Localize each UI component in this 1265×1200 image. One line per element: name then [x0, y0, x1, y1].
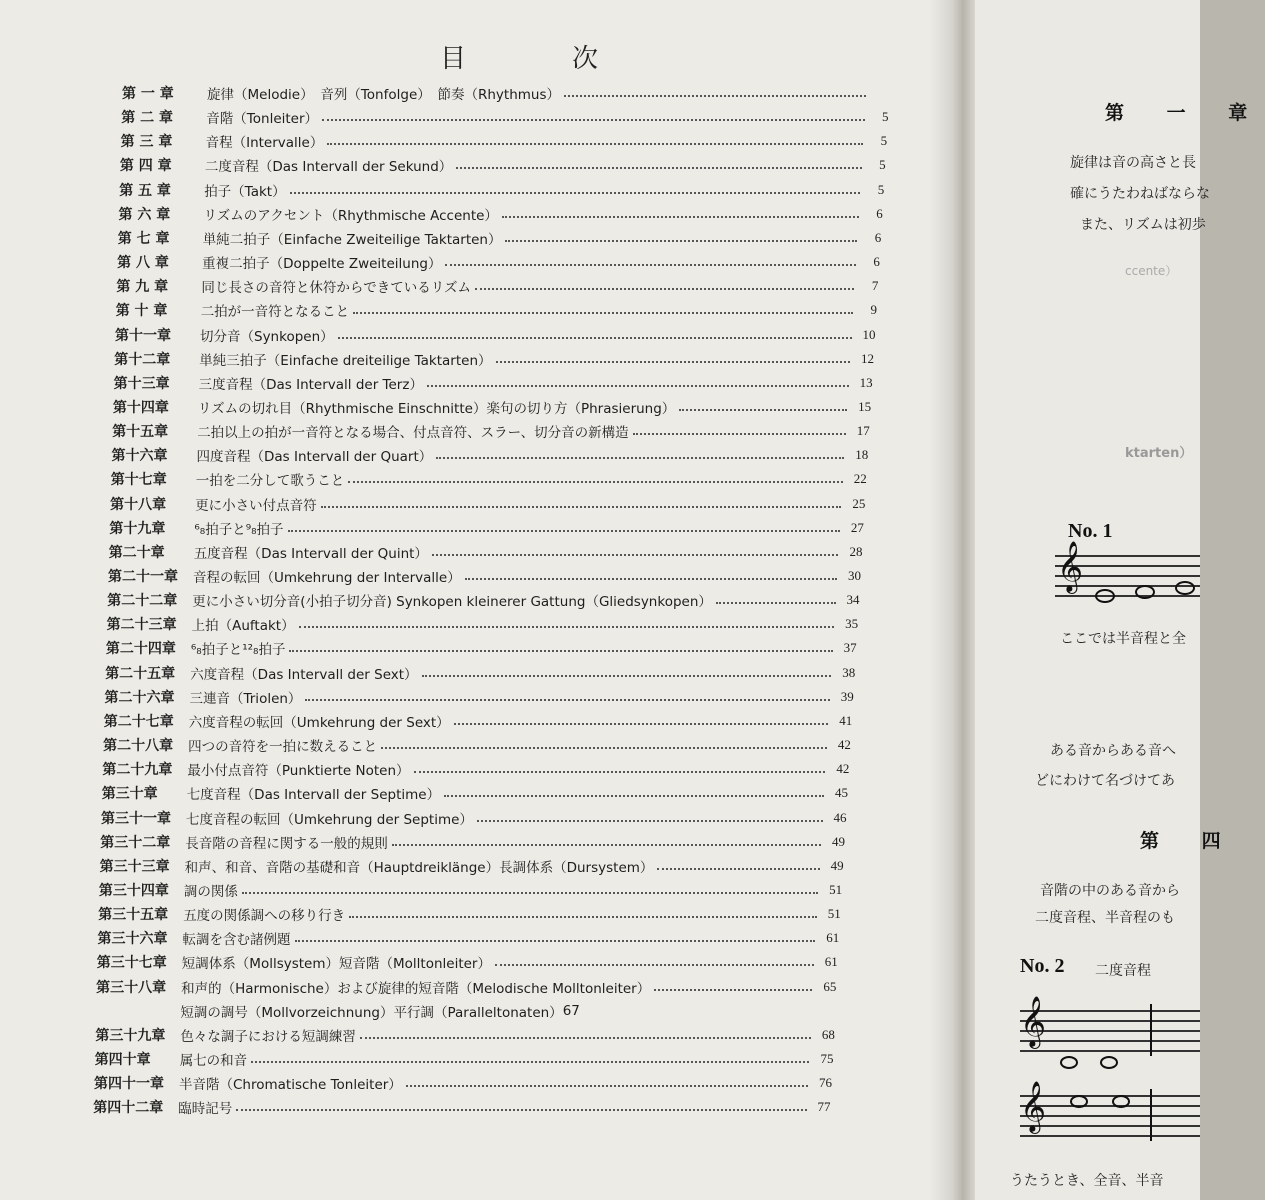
- toc-entry: [98, 927, 840, 949]
- toc-page-number: 35: [845, 616, 859, 632]
- toc-leader-dots: [349, 916, 817, 918]
- toc-chapter-title: 属七の和音: [179, 1053, 248, 1069]
- paragraph-line: また、リズムは初歩: [1080, 217, 1206, 233]
- toc-leader-dots: [305, 699, 829, 701]
- whole-note-icon: [1100, 1056, 1118, 1069]
- toc-chapter-title: 六度音程の転回（Umkehrung der Sext）: [188, 714, 450, 731]
- toc-entry: [122, 82, 890, 104]
- toc-chapter-title: 旋律（Melodie） 音列（Tonfolge） 節奏（Rhythmus）: [207, 87, 561, 103]
- toc-chapter-number: 第十一章: [115, 327, 171, 344]
- whole-note-icon: [1135, 585, 1155, 599]
- toc-page-number: 6: [874, 229, 882, 245]
- toc-leader-dots: [290, 192, 861, 194]
- paragraph-line: どにわけて名づけてあ: [1035, 773, 1175, 789]
- toc-chapter-number: 第三十七章: [96, 955, 167, 972]
- paragraph-line: ここでは半音程と全: [1060, 631, 1186, 647]
- toc-leader-dots: [495, 964, 814, 966]
- toc-chapter-title: 更に小さい付点音符: [195, 497, 317, 514]
- toc-chapter-number: 第三十三章: [99, 858, 170, 875]
- toc-entry: [121, 130, 888, 152]
- toc-chapter-title: 拍子（Takt）: [204, 183, 286, 200]
- toc-entry: [100, 855, 844, 877]
- music-staff-1: [1055, 541, 1200, 599]
- toc-chapter-number: 第三十四章: [98, 882, 169, 899]
- toc-leader-dots: [477, 820, 823, 822]
- whole-note-icon: [1060, 1056, 1078, 1069]
- toc-leader-dots: [564, 95, 866, 97]
- toc-entry: [95, 1048, 834, 1070]
- toc-entry: [102, 782, 848, 804]
- toc-chapter-title: 一拍を二分して歌うこと: [195, 473, 345, 490]
- toc-chapter-number: 第 六 章: [118, 206, 171, 223]
- toc-entry: [105, 686, 854, 708]
- toc-chapter-title: 音程の転回（Umkehrung der Intervalle）: [193, 570, 461, 586]
- toc-page-number: 27: [850, 519, 864, 535]
- toc-page-number: 10: [862, 326, 876, 342]
- whole-note-icon: [1095, 589, 1115, 603]
- toc-leader-dots: [322, 119, 865, 121]
- toc-entry: [100, 831, 845, 853]
- toc-leader-dots: [422, 675, 832, 677]
- example-no-2-caption: 二度音程: [1095, 963, 1151, 979]
- toc-page-number: 42: [837, 737, 851, 753]
- toc-chapter-number: 第四十章: [94, 1052, 151, 1068]
- toc-leader-dots: [633, 433, 846, 435]
- toc-chapter-title: 色々な調子における短調練習: [180, 1028, 356, 1045]
- toc-chapter-title: 臨時記号: [178, 1101, 233, 1118]
- whole-note-icon: [1112, 1095, 1130, 1108]
- toc-chapter-number: 第二十八章: [103, 738, 174, 755]
- toc-entry: [112, 420, 870, 442]
- toc-page-number: 34: [846, 592, 860, 608]
- toc-page-number: 6: [876, 205, 883, 221]
- toc-chapter-title: 単純三拍子（Einfache dreiteilige Taktarten）: [199, 352, 492, 369]
- toc-chapter-number: 第 三 章: [120, 134, 173, 151]
- toc-chapter-number: 第四十二章: [93, 1100, 164, 1117]
- toc-page-number: 61: [826, 930, 840, 946]
- toc-leader-dots: [456, 167, 861, 169]
- toc-chapter-title: 和声、和音、音階の基礎和音（Hauptdreiklänge）長調体系（Dursystem）: [184, 859, 654, 876]
- toc-chapter-number: 第二十四章: [105, 641, 176, 658]
- toc-chapter-number: 第二十六章: [104, 689, 175, 706]
- toc-chapter-title: 七度音程の転回（Umkehrung der Septime）: [186, 811, 473, 828]
- toc-chapter-title: 和声的（Harmonische）および旋律的短音階（Melodische Molltonleiter）: [181, 980, 651, 997]
- toc-chapter-number: 第三十五章: [98, 907, 169, 924]
- toc-chapter-number: 第十六章: [111, 448, 168, 465]
- toc-chapter-title: 二拍が一音符となること: [200, 304, 350, 321]
- toc-chapter-number: 第 五 章: [119, 182, 171, 199]
- toc-page-number: 41: [839, 712, 853, 728]
- toc-leader-dots: [432, 554, 839, 556]
- toc-entry: [107, 589, 859, 611]
- toc-chapter-title: 二度音程（Das Intervall der Sekund）: [204, 159, 453, 176]
- toc-leader-dots: [299, 626, 835, 628]
- toc-entry: [111, 468, 867, 490]
- toc-leader-dots: [444, 795, 824, 797]
- toc-entry: [107, 613, 859, 635]
- toc-leader-dots: [679, 409, 847, 411]
- toc-page-number: 77: [817, 1099, 831, 1115]
- toc-entry: [114, 372, 873, 394]
- toc-chapter-number: 第十七章: [110, 472, 167, 489]
- toc-chapter-number: 第 九 章: [116, 279, 169, 296]
- toc-entry: [119, 179, 884, 201]
- toc-chapter-title: 四度音程（Das Intervall der Quart）: [196, 449, 433, 466]
- toc-chapter-title: 三連音（Triolen）: [189, 690, 302, 707]
- toc-leader-dots: [251, 1061, 809, 1063]
- toc-leader-dots: [392, 844, 821, 846]
- toc-chapter-number: 第三十九章: [95, 1027, 166, 1044]
- toc-leader-dots: [414, 771, 826, 773]
- toc-continuation-page: 67: [562, 1002, 580, 1019]
- toc-page-number: 49: [830, 857, 844, 873]
- toc-chapter-number: 第二十二章: [107, 593, 178, 610]
- toc-leader-dots: [406, 1085, 808, 1087]
- toc-chapter-number: 第 一 章: [122, 86, 174, 102]
- toc-page-number: 25: [852, 495, 866, 511]
- toc-page-number: 30: [848, 568, 861, 583]
- toc-entry: [95, 1024, 835, 1046]
- toc-chapter-title: 半音階（Chromatische Tonleiter）: [179, 1077, 402, 1094]
- toc-page-number: 45: [834, 785, 848, 801]
- toc-chapter-number: 第三十六章: [97, 931, 168, 948]
- toc-entry: [101, 807, 847, 829]
- toc-chapter-title: 短調体系（Mollsystem）短音階（Molltonleiter）: [181, 956, 491, 973]
- toc-page-number: 38: [842, 664, 856, 680]
- toc-chapter-title: 最小付点音符（Punktierte Noten）: [187, 763, 410, 780]
- toc-chapter-title: 音階（Tonleiter）: [206, 111, 319, 128]
- toc-leader-dots: [502, 216, 859, 218]
- toc-chapter-number: 第十二章: [114, 351, 171, 368]
- toc-entry: [102, 758, 849, 780]
- toc-page-number: 75: [820, 1051, 834, 1066]
- paragraph-line: ある音からある音へ: [1050, 743, 1176, 759]
- bleed-through-text: ccente）: [1125, 264, 1178, 278]
- toc-continuation-title: 短調の調号（Mollvorzeichnung）平行調（Paralleltonaten）: [180, 1004, 563, 1021]
- toc-page-number: 15: [858, 398, 872, 414]
- toc-page-number: 22: [853, 471, 867, 487]
- chapter-heading-4: 第 四: [1140, 830, 1239, 852]
- toc-leader-dots: [465, 578, 837, 580]
- toc-chapter-number: 第 四 章: [119, 158, 172, 175]
- treble-clef-icon: 𝄞: [1020, 1081, 1047, 1132]
- treble-clef-icon: 𝄞: [1057, 541, 1084, 592]
- toc-title-char-1: 目: [440, 44, 469, 74]
- toc-chapter-number: 第十八章: [110, 496, 167, 513]
- music-staff-2: [1020, 996, 1200, 1054]
- toc-entry: [116, 299, 877, 321]
- toc-chapter-number: 第十九章: [109, 520, 166, 537]
- toc-leader-dots: [475, 288, 854, 290]
- toc-chapter-number: 第十五章: [112, 424, 169, 441]
- toc-entry: [103, 734, 851, 756]
- toc-chapter-title: 転調を含む諸例題: [182, 932, 291, 949]
- example-no-1-label: No. 1: [1068, 520, 1113, 542]
- toc-chapter-title: 同じ長さの音符と休符からできているリズム: [201, 280, 471, 297]
- toc-chapter-number: 第二十一章: [108, 569, 178, 585]
- toc-chapter-title: ⁶₈拍子と⁹₈拍子: [194, 521, 284, 538]
- toc-continuation-line: [180, 1000, 835, 1022]
- toc-entry: [93, 1096, 830, 1118]
- toc-leader-dots: [657, 868, 819, 870]
- toc-leader-dots: [338, 337, 852, 339]
- whole-note-icon: [1070, 1095, 1088, 1108]
- toc-entry: [120, 154, 886, 176]
- toc-leader-dots: [445, 264, 855, 266]
- toc-page-number: 37: [843, 640, 857, 656]
- toc-chapter-number: 第二十五章: [105, 665, 176, 682]
- example-no-2-label: No. 2: [1020, 955, 1065, 977]
- toc-chapter-title: リズムのアクセント（Rhythmische Accente）: [203, 207, 498, 224]
- toc-entry: [117, 251, 880, 273]
- toc-page-number: 5: [882, 109, 889, 125]
- toc-page-number: 5: [877, 181, 885, 197]
- toc-entry: [97, 951, 838, 973]
- toc-chapter-number: 第二十三章: [106, 617, 177, 634]
- toc-chapter-title: 長音階の音程に関する一般的規則: [185, 835, 388, 852]
- toc-page-number: 17: [856, 423, 870, 439]
- paragraph-line: 旋律は音の高さと長: [1070, 155, 1196, 171]
- toc-leader-dots: [295, 940, 816, 942]
- toc-chapter-number: 第十三章: [113, 375, 170, 392]
- toc-page-number: 42: [836, 761, 850, 777]
- toc-chapter-title: 音程（Intervalle）: [205, 135, 324, 152]
- toc-leader-dots: [353, 312, 853, 314]
- toc-page-number: 5: [880, 133, 888, 149]
- toc-page-number: 7: [871, 278, 879, 294]
- toc-entry: [109, 517, 864, 539]
- toc-page-number: 49: [832, 833, 846, 849]
- toc-leader-dots: [496, 361, 851, 363]
- toc-leader-dots: [360, 1037, 811, 1039]
- toc-page-number: 18: [855, 447, 869, 463]
- toc-leader-dots: [348, 481, 843, 483]
- toc-chapter-number: 第四十一章: [94, 1076, 164, 1093]
- toc-page-number: 51: [827, 906, 841, 922]
- toc-entry: [96, 976, 836, 998]
- toc-chapter-title: 重複二拍子（Doppelte Zweiteilung）: [202, 256, 442, 273]
- music-staff-3: [1020, 1081, 1200, 1139]
- whole-note-icon: [1175, 581, 1195, 595]
- toc-chapter-title: 切分音（Synkopen）: [200, 328, 334, 345]
- toc-entry: [121, 106, 888, 128]
- toc-leader-dots: [454, 723, 829, 725]
- toc-leader-dots: [321, 506, 842, 508]
- toc-entry: [98, 903, 841, 925]
- chapter-heading-1: 第 一 章: [1105, 102, 1265, 124]
- toc-page-number: 5: [879, 157, 886, 173]
- toc-page-number: 68: [821, 1026, 835, 1042]
- toc-leader-dots: [327, 143, 863, 145]
- toc-chapter-number: 第 二 章: [121, 110, 174, 127]
- paragraph-line: 確にうたわねばならな: [1070, 186, 1210, 202]
- toc-chapter-number: 第 八 章: [117, 255, 169, 272]
- paragraph-line: うたうとき、全音、半音: [1010, 1173, 1164, 1189]
- toc-chapter-number: 第二十九章: [102, 762, 173, 779]
- toc-leader-dots: [236, 1109, 806, 1111]
- toc-chapter-title: 六度音程（Das Intervall der Sext）: [190, 666, 418, 683]
- toc-chapter-number: 第三十一章: [101, 810, 171, 827]
- toc-chapter-title: リズムの切れ目（Rhythmische Einschnitte）楽句の切り方（Phrasierung）: [197, 400, 676, 417]
- toc-leader-dots: [716, 602, 836, 604]
- toc-entry: [110, 493, 865, 515]
- toc-leader-dots: [381, 747, 827, 749]
- toc-entry: [109, 541, 863, 563]
- toc-chapter-number: 第 七 章: [117, 230, 170, 247]
- bar-line: [1150, 1089, 1152, 1141]
- toc-leader-dots: [288, 530, 840, 532]
- toc-leader-dots: [436, 457, 844, 459]
- toc-entry: [119, 203, 883, 225]
- toc-chapter-number: 第十四章: [112, 399, 169, 416]
- paragraph-line: 音階の中のある音から: [1040, 883, 1180, 899]
- toc-chapter-title: 更に小さい切分音(小拍子切分音) Synkopen kleinerer Gattung（Gliedsynkopen）: [192, 594, 712, 611]
- toc-title: [440, 38, 600, 75]
- toc-page-number: 65: [823, 978, 837, 994]
- toc-page-number: 13: [859, 374, 873, 390]
- toc-entry: [106, 637, 857, 659]
- toc-page-number: 76: [819, 1075, 832, 1091]
- toc-leader-dots: [505, 240, 857, 242]
- toc-entry: [105, 662, 855, 684]
- toc-page-number: 51: [829, 881, 843, 897]
- toc-page-number: 9: [870, 302, 877, 318]
- toc-chapter-title: 七度音程（Das Intervall der Septime）: [186, 787, 441, 804]
- toc-page-number: 39: [840, 688, 854, 704]
- toc-page-number: 28: [849, 543, 863, 559]
- toc-page-number: 12: [861, 350, 875, 366]
- toc-chapter-number: 第二十章: [108, 544, 165, 561]
- toc-chapter-title: 単純二拍子（Einfache Zweiteilige Taktarten）: [202, 231, 502, 248]
- toc-chapter-title: 四つの音符を一拍に数えること: [188, 739, 378, 756]
- toc-entry: [116, 275, 878, 297]
- toc-leader-dots: [289, 650, 832, 652]
- bleed-through-text: ktarten）: [1125, 446, 1193, 461]
- toc-leader-dots: [242, 892, 818, 894]
- toc-page-number: 6: [873, 254, 880, 270]
- toc-title-char-2: 次: [571, 44, 600, 74]
- treble-clef-icon: 𝄞: [1020, 996, 1047, 1047]
- right-page: [975, 0, 1265, 1200]
- toc-chapter-number: 第 十 章: [115, 303, 168, 320]
- toc-entry: [112, 444, 869, 466]
- toc-chapter-title: ⁶₈拍子と¹²₈拍子: [190, 642, 286, 659]
- toc-entry: [115, 324, 876, 346]
- toc-chapter-title: 五度音程（Das Intervall der Quint）: [193, 545, 428, 562]
- toc-chapter-title: 二拍以上の拍が一音符となる場合、付点音符、スラー、切分音の新構造: [197, 425, 629, 442]
- toc-chapter-title: 三度音程（Das Intervall der Terz）: [198, 376, 423, 393]
- toc-entry: [108, 565, 861, 587]
- toc-entry: [113, 396, 871, 418]
- toc-entry: [99, 879, 842, 901]
- toc-leader-dots: [654, 989, 812, 991]
- toc-chapter-number: 第二十七章: [103, 713, 174, 730]
- toc-leader-dots: [427, 385, 849, 387]
- toc-entry: [104, 710, 853, 732]
- toc-chapter-title: 調の関係: [183, 883, 238, 900]
- toc-entry: [94, 1072, 832, 1094]
- toc-entry: [118, 227, 882, 249]
- toc-page-number: 46: [833, 809, 847, 825]
- toc-chapter-number: 第三十章: [101, 786, 158, 803]
- toc-chapter-title: 五度の関係調への移り行き: [183, 908, 346, 925]
- toc-chapter-title: 上拍（Auftakt）: [191, 618, 295, 635]
- bar-line: [1150, 1004, 1152, 1056]
- toc-page-number: 61: [824, 954, 838, 970]
- paragraph-line: 二度音程、半音程のも: [1035, 910, 1175, 926]
- toc-entry: [114, 348, 874, 370]
- toc-chapter-number: 第三十二章: [100, 834, 171, 851]
- toc-chapter-number: 第三十八章: [96, 979, 167, 996]
